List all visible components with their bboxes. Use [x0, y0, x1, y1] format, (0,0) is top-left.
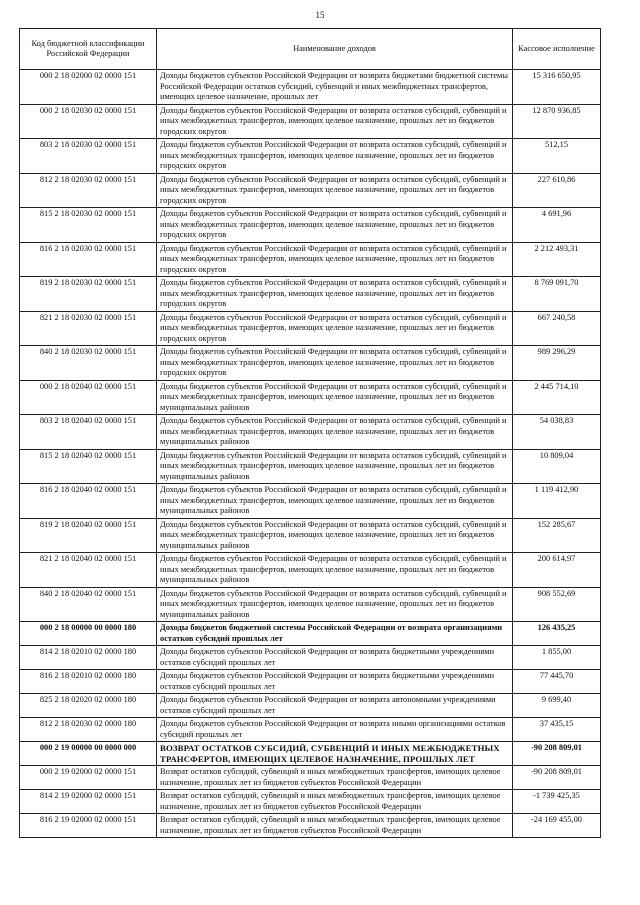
- table-row: [20, 587, 601, 622]
- table-row: [20, 694, 601, 718]
- row-amount: 1 119 412,90: [513, 484, 601, 519]
- row-amount: 2 212 493,31: [513, 242, 601, 277]
- row-code: 825 2 18 02020 02 0000 180: [20, 694, 157, 718]
- table-row: [20, 277, 601, 312]
- row-code: 000 2 18 02030 02 0000 151: [20, 104, 157, 139]
- row-code: 821 2 18 02040 02 0000 151: [20, 553, 157, 588]
- row-amount: 9 699,40: [513, 694, 601, 718]
- row-amount: 8 769 091,70: [513, 277, 601, 312]
- row-code: 816 2 18 02030 02 0000 151: [20, 242, 157, 277]
- row-name: Доходы бюджетов субъектов Российской Федерации от возврата остатков субсидий, субвенций и иных межбюджетных трансфертов, имеющих целевое назначение, прошлых лет из бюджетов муниципальных районов: [157, 587, 513, 622]
- row-amount: 667 240,58: [513, 311, 601, 346]
- page-number: 15: [315, 10, 325, 20]
- row-code: 819 2 18 02040 02 0000 151: [20, 518, 157, 553]
- row-name: Доходы бюджетов субъектов Российской Федерации от возврата иными организациями остатков субсидий прошлых лет: [157, 718, 513, 742]
- header-amount: Кассовое исполнение: [513, 29, 601, 70]
- row-name: Доходы бюджетов субъектов Российской Федерации от возврата остатков субсидий, субвенций и иных межбюджетных трансфертов, имеющих целевое назначение, прошлых лет из бюджетов муниципальных районов: [157, 415, 513, 450]
- row-name: Возврат остатков субсидий, субвенций и иных межбюджетных трансфертов, имеющих целевое назначение, прошлых лет из бюджетов субъектов Российской Федерации: [157, 814, 513, 838]
- table-row: [20, 766, 601, 790]
- row-name: Доходы бюджетов субъектов Российской Федерации от возврата остатков субсидий, субвенций и иных межбюджетных трансфертов, имеющих целевое назначение, прошлых лет из бюджетов городских округов: [157, 104, 513, 139]
- row-amount: 4 691,96: [513, 208, 601, 243]
- table-row: [20, 484, 601, 519]
- row-code: 816 2 18 02040 02 0000 151: [20, 484, 157, 519]
- row-name: Доходы бюджетов субъектов Российской Федерации от возврата остатков субсидий, субвенций и иных межбюджетных трансфертов, имеющих целевое назначение, прошлых лет из бюджетов городских округов: [157, 311, 513, 346]
- row-code: 840 2 18 02030 02 0000 151: [20, 346, 157, 381]
- row-amount: 227 610,86: [513, 173, 601, 208]
- row-code: 815 2 18 02040 02 0000 151: [20, 449, 157, 484]
- row-amount: 77 445,70: [513, 670, 601, 694]
- row-code: 821 2 18 02030 02 0000 151: [20, 311, 157, 346]
- table-row: [20, 670, 601, 694]
- row-code: 000 2 18 02040 02 0000 151: [20, 380, 157, 415]
- row-code: 814 2 18 02010 02 0000 180: [20, 646, 157, 670]
- row-name: ВОЗВРАТ ОСТАТКОВ СУБСИДИЙ, СУБВЕНЦИЙ И ИНЫХ МЕЖБЮДЖЕТНЫХ ТРАНСФЕРТОВ, ИМЕЮЩИХ ЦЕЛЕВОЕ НАЗНАЧЕНИЕ, ПРОШЛЫХ ЛЕТ: [157, 742, 513, 766]
- table-body: [20, 70, 601, 838]
- row-amount: 512,15: [513, 139, 601, 174]
- header-code: Код бюджетной классификации Российской Федерации: [20, 29, 157, 70]
- row-name: Доходы бюджетов субъектов Российской Федерации от возврата остатков субсидий, субвенций и иных межбюджетных трансфертов, имеющих целевое назначение, прошлых лет из бюджетов городских округов: [157, 346, 513, 381]
- row-code: 815 2 18 02030 02 0000 151: [20, 208, 157, 243]
- row-name: Доходы бюджетов бюджетной системы Российской Федерации от возврата организациями остатков субсидий прошлых лет: [157, 622, 513, 646]
- row-name: Доходы бюджетов субъектов Российской Федерации от возврата остатков субсидий, субвенций и иных межбюджетных трансфертов, имеющих целевое назначение, прошлых лет из бюджетов муниципальных районов: [157, 518, 513, 553]
- row-name: Доходы бюджетов субъектов Российской Федерации от возврата остатков субсидий, субвенций и иных межбюджетных трансфертов, имеющих целевое назначение, прошлых лет из бюджетов городских округов: [157, 277, 513, 312]
- table-header-row: [20, 29, 601, 70]
- row-amount: 152 285,67: [513, 518, 601, 553]
- row-code: 803 2 18 02040 02 0000 151: [20, 415, 157, 450]
- row-name: Доходы бюджетов субъектов Российской Федерации от возврата остатков субсидий, субвенций и иных межбюджетных трансфертов, имеющих целевое назначение, прошлых лет из бюджетов городских округов: [157, 208, 513, 243]
- table-row: [20, 208, 601, 243]
- row-code: 816 2 18 02010 02 0000 180: [20, 670, 157, 694]
- row-amount: 15 316 650,95: [513, 70, 601, 105]
- row-name: Доходы бюджетов субъектов Российской Федерации от возврата остатков субсидий, субвенций и иных межбюджетных трансфертов, имеющих целевое назначение, прошлых лет из бюджетов муниципальных районов: [157, 553, 513, 588]
- row-code: 840 2 18 02040 02 0000 151: [20, 587, 157, 622]
- table-row: [20, 104, 601, 139]
- table-row: [20, 518, 601, 553]
- table-row: [20, 718, 601, 742]
- row-amount: 1 855,00: [513, 646, 601, 670]
- revenue-table: [19, 28, 601, 838]
- row-code: 816 2 19 02000 02 0000 151: [20, 814, 157, 838]
- table-row: [20, 242, 601, 277]
- row-amount: 200 614,97: [513, 553, 601, 588]
- table-row: [20, 646, 601, 670]
- row-amount: 908 552,69: [513, 587, 601, 622]
- table-row: [20, 742, 601, 766]
- row-name: Возврат остатков субсидий, субвенций и иных межбюджетных трансфертов, имеющих целевое назначение, прошлых лет из бюджетов субъектов Российской Федерации: [157, 790, 513, 814]
- row-name: Возврат остатков субсидий, субвенций и иных межбюджетных трансфертов, имеющих целевое назначение, прошлых лет из бюджетов субъектов Российской Федерации: [157, 766, 513, 790]
- row-code: 803 2 18 02030 02 0000 151: [20, 139, 157, 174]
- row-amount: 10 809,04: [513, 449, 601, 484]
- row-name: Доходы бюджетов субъектов Российской Федерации от возврата автономными учреждениями остатков субсидий прошлых лет: [157, 694, 513, 718]
- row-name: Доходы бюджетов субъектов Российской Федерации от возврата остатков субсидий, субвенций и иных межбюджетных трансфертов, имеющих целевое назначение, прошлых лет из бюджетов муниципальных районов: [157, 449, 513, 484]
- table-row: [20, 449, 601, 484]
- table-row: [20, 553, 601, 588]
- row-name: Доходы бюджетов субъектов Российской Федерации от возврата остатков субсидий, субвенций и иных межбюджетных трансфертов, имеющих целевое назначение, прошлых лет из бюджетов городских округов: [157, 139, 513, 174]
- table-row: [20, 622, 601, 646]
- row-amount: 12 870 936,85: [513, 104, 601, 139]
- table-row: [20, 790, 601, 814]
- table-row: [20, 139, 601, 174]
- row-amount: -24 169 455,00: [513, 814, 601, 838]
- table-row: [20, 814, 601, 838]
- row-amount: -90 208 809,01: [513, 742, 601, 766]
- row-code: 000 2 19 02000 02 0000 151: [20, 766, 157, 790]
- row-name: Доходы бюджетов субъектов Российской Федерации от возврата остатков субсидий, субвенций и иных межбюджетных трансфертов, имеющих целевое назначение, прошлых лет из бюджетов городских округов: [157, 242, 513, 277]
- row-amount: 989 296,29: [513, 346, 601, 381]
- row-name: Доходы бюджетов субъектов Российской Федерации от возврата остатков субсидий, субвенций и иных межбюджетных трансфертов, имеющих целевое назначение, прошлых лет из бюджетов муниципальных районов: [157, 484, 513, 519]
- row-name: Доходы бюджетов субъектов Российской Федерации от возврата бюджетами бюджетной системы Российской Федерации остатков субсидий, субвенций и иных межбюджетных трансфертов, имеющих целевое назначение, прошлых лет: [157, 70, 513, 105]
- row-name: Доходы бюджетов субъектов Российской Федерации от возврата остатков субсидий, субвенций и иных межбюджетных трансфертов, имеющих целевое назначение, прошлых лет из бюджетов муниципальных районов: [157, 380, 513, 415]
- row-amount: -1 739 425,35: [513, 790, 601, 814]
- row-amount: 2 445 714,10: [513, 380, 601, 415]
- row-code: 000 2 18 00000 00 0000 180: [20, 622, 157, 646]
- row-amount: -90 208 809,01: [513, 766, 601, 790]
- table-row: [20, 380, 601, 415]
- table-row: [20, 70, 601, 105]
- row-code: 812 2 18 02030 02 0000 180: [20, 718, 157, 742]
- row-code: 000 2 18 02000 02 0000 151: [20, 70, 157, 105]
- header-name: Наименование доходов: [157, 29, 513, 70]
- row-amount: 126 435,25: [513, 622, 601, 646]
- row-name: Доходы бюджетов субъектов Российской Федерации от возврата бюджетными учреждениями остатков субсидий прошлых лет: [157, 670, 513, 694]
- row-name: Доходы бюджетов субъектов Российской Федерации от возврата остатков субсидий, субвенций и иных межбюджетных трансфертов, имеющих целевое назначение, прошлых лет из бюджетов городских округов: [157, 173, 513, 208]
- table-row: [20, 415, 601, 450]
- row-amount: 54 038,83: [513, 415, 601, 450]
- table-row: [20, 173, 601, 208]
- row-amount: 37 435,15: [513, 718, 601, 742]
- table-row: [20, 346, 601, 381]
- table-row: [20, 311, 601, 346]
- row-code: 814 2 19 02000 02 0000 151: [20, 790, 157, 814]
- row-name: Доходы бюджетов субъектов Российской Федерации от возврата бюджетными учреждениями остатков субсидий прошлых лет: [157, 646, 513, 670]
- row-code: 812 2 18 02030 02 0000 151: [20, 173, 157, 208]
- row-code: 000 2 19 00000 00 0000 000: [20, 742, 157, 766]
- row-code: 819 2 18 02030 02 0000 151: [20, 277, 157, 312]
